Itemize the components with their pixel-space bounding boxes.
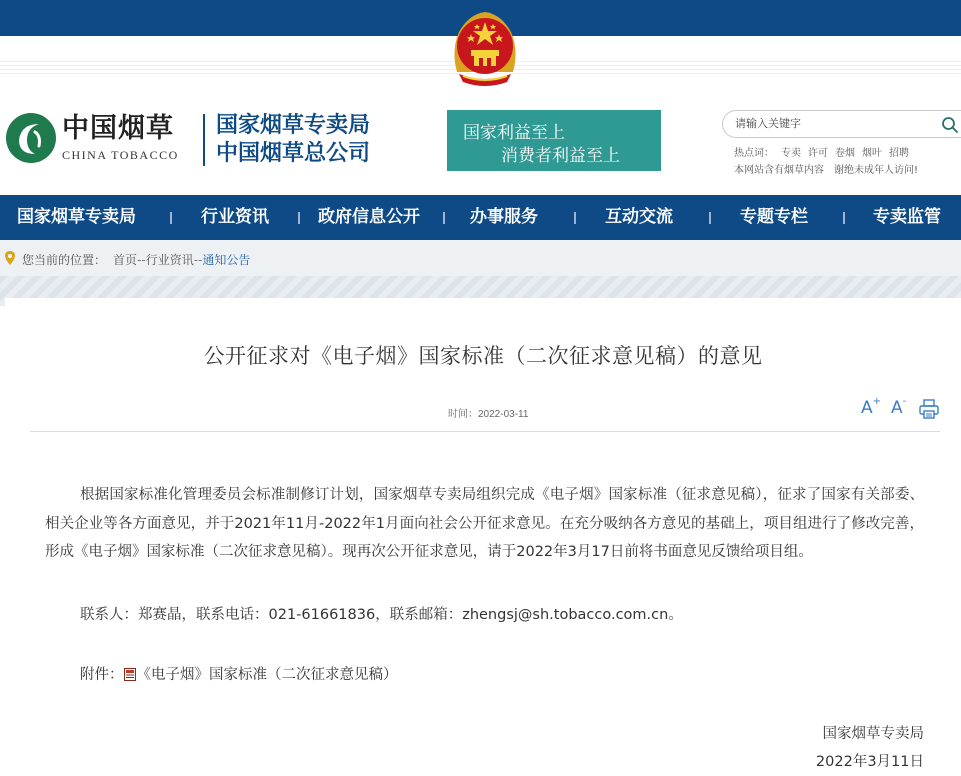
- breadcrumb-label: 您当前的位置：: [22, 253, 107, 267]
- breadcrumb-separator: --: [193, 253, 203, 267]
- hot-words-label: 热点词：: [734, 148, 774, 159]
- slogan-line-1: 国家利益至上: [463, 123, 565, 143]
- search-box: [722, 110, 961, 138]
- logo-english-name: CHINA TOBACCO: [62, 148, 179, 162]
- search-input[interactable]: [735, 115, 925, 133]
- hot-word-link[interactable]: 专卖: [781, 148, 801, 159]
- hot-word-link[interactable]: 卷烟: [835, 148, 855, 159]
- china-tobacco-logo-icon: [5, 112, 57, 164]
- national-emblem-icon: [449, 10, 521, 88]
- font-size-decrease-button[interactable]: A-: [891, 396, 907, 418]
- font-small-letter: A: [891, 398, 903, 418]
- logo-chinese-name: 中国烟草: [62, 113, 174, 144]
- nav-separator: [843, 212, 845, 224]
- logo-divider: [203, 114, 205, 166]
- breadcrumb-separator: --: [137, 253, 146, 267]
- signature-org: 国家烟草专卖局: [822, 726, 924, 742]
- signature-date: 2022年3月11日: [815, 754, 924, 770]
- nav-separator: [443, 212, 445, 224]
- nav-separator: [298, 212, 300, 224]
- article-body: [45, 481, 924, 567]
- hot-word-link[interactable]: 烟叶: [862, 148, 882, 159]
- nav-item-monopoly[interactable]: 专卖监管: [873, 207, 941, 227]
- nav-item-services[interactable]: 办事服务: [470, 207, 538, 227]
- contact-info: 联系人：郑赛晶，联系电话：021-61661836，联系邮箱：zhengsj@sh.tobacco.com.cn。: [80, 607, 683, 623]
- main-nav: [0, 195, 961, 240]
- article-panel: [5, 298, 961, 776]
- nav-item-topics[interactable]: 专题专栏: [740, 207, 808, 227]
- publish-time: 时间：2022-03-11: [448, 409, 529, 420]
- article-paragraph: 根据国家标准化管理委员会标准制修订计划，国家烟草专卖局组织完成《电子烟》国家标准（征求意见稿），征求了国家有关部委、相关企业等各方面意见，并于2021年11月-2022年1月面向社会公开征求意见。在充分吸纳各方意见的基础上，项目组进行了修改完善，形成《电子烟》国家标准（二次征求意见稿）。现再次公开征求意见，请于2022年3月17日前将书面意见反馈给项目组。: [45, 487, 924, 560]
- font-size-increase-button[interactable]: A+: [861, 396, 882, 418]
- print-icon[interactable]: [919, 399, 939, 419]
- nav-separator: [709, 212, 711, 224]
- nav-separator: [170, 212, 172, 224]
- org-name-bureau: 国家烟草专卖局: [216, 113, 371, 138]
- nav-item-bureau[interactable]: 国家烟草专卖局: [17, 207, 136, 227]
- hot-words: [734, 144, 916, 159]
- hot-word-link[interactable]: 许可: [808, 148, 828, 159]
- file-icon: [124, 668, 136, 681]
- breadcrumb-current-link[interactable]: 通知公告: [202, 253, 251, 267]
- breadcrumb: [0, 240, 961, 276]
- attachment-label: 附件：: [80, 667, 124, 683]
- hot-word-link[interactable]: 招聘: [889, 148, 909, 159]
- org-name-corporation: 中国烟草总公司: [216, 141, 371, 166]
- minor-notice: [734, 161, 928, 176]
- slogan-line-2: 消费者利益至上: [501, 146, 620, 166]
- article-title: 公开征求对《电子烟》国家标准（二次征求意见稿）的意见: [203, 344, 763, 368]
- breadcrumb-home-link[interactable]: 首页: [113, 253, 138, 267]
- nav-separator: [574, 212, 576, 224]
- notice-text-2: 谢绝未成年人访问!: [834, 165, 919, 176]
- nav-item-interaction[interactable]: 互动交流: [605, 207, 673, 227]
- attachment-link[interactable]: 《电子烟》国家标准（二次征求意见稿）: [136, 667, 398, 683]
- title-divider: [30, 431, 940, 432]
- notice-text-1: 本网站含有烟草内容: [734, 165, 824, 176]
- search-icon[interactable]: [941, 116, 959, 134]
- breadcrumb-section-link[interactable]: 行业资讯: [145, 253, 194, 267]
- slogan-banner: [447, 110, 661, 171]
- nav-item-industry-news[interactable]: 行业资讯: [201, 207, 269, 227]
- font-large-letter: A: [861, 398, 873, 418]
- location-pin-icon: [5, 251, 15, 265]
- nav-item-gov-info[interactable]: 政府信息公开: [318, 207, 420, 227]
- attachment: [80, 663, 398, 684]
